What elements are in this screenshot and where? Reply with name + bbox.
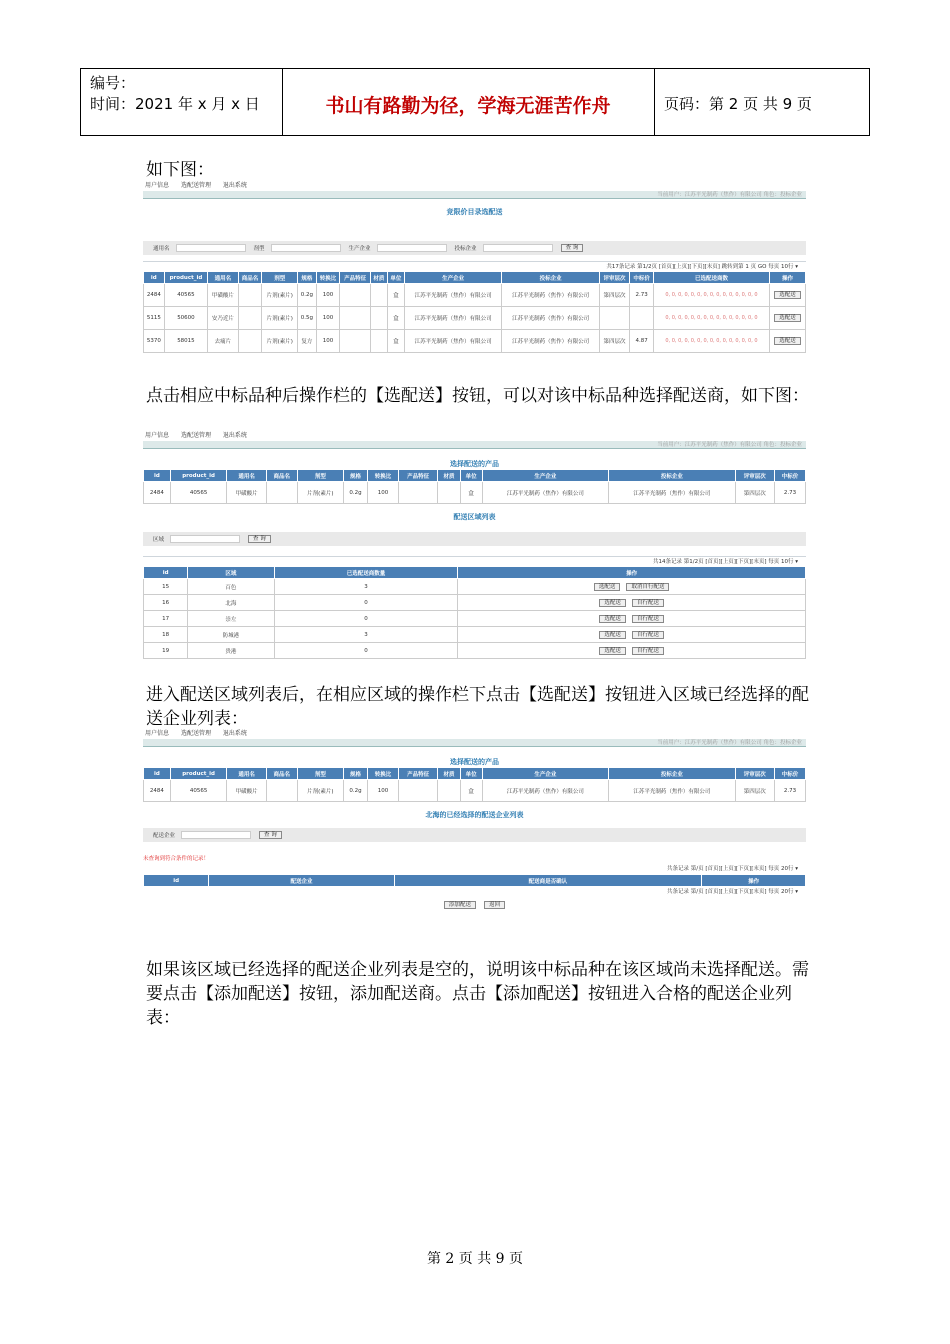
column-header: 转换比 bbox=[316, 272, 340, 284]
table-cell: 江苏平光制药（焦作）有限公司 bbox=[404, 284, 501, 307]
table-cell: 盒 bbox=[460, 482, 482, 504]
screenshot-bid-list bbox=[143, 181, 806, 353]
area-title: 配送区域列表 bbox=[453, 513, 496, 521]
table-cell: 片剂(素片) bbox=[297, 482, 343, 504]
table-cell: 江苏平光制药（焦作）有限公司 bbox=[482, 780, 608, 802]
column-header: 商品名 bbox=[266, 470, 297, 482]
nav-dist-mgmt[interactable]: 选配送管理 bbox=[180, 432, 211, 439]
table-cell: 甲磺酸片 bbox=[208, 284, 238, 307]
paragraph-3: 进入配送区域列表后，在相应区域的操作栏下点击【选配送】按钮进入区域已经选择的配送企业列表： bbox=[146, 685, 809, 729]
column-header: 中标价 bbox=[630, 272, 654, 284]
nav-logout[interactable]: 退出系统 bbox=[222, 730, 247, 737]
current-user-bar: 当前用户：江苏平光制药（焦作）有限公司 角色：投标企业 bbox=[143, 739, 806, 747]
table-row bbox=[144, 627, 806, 643]
table-cell: 2.73 bbox=[630, 284, 654, 307]
column-header: 转换比 bbox=[368, 470, 399, 482]
table-cell: 江苏平光制药（焦作）有限公司 bbox=[609, 780, 735, 802]
table-cell: 江苏平光制药（焦作）有限公司 bbox=[609, 482, 735, 504]
column-header: 评审层次 bbox=[599, 272, 629, 284]
table-cell: 40565 bbox=[170, 482, 226, 504]
table-cell bbox=[266, 482, 297, 504]
table-cell: 去痛片 bbox=[208, 330, 238, 353]
column-header: 生产企业 bbox=[482, 768, 608, 780]
table-cell: 盒 bbox=[460, 780, 482, 802]
paragraph-4: 如果该区域已经选择的配送企业列表是空的，说明该中标品种在该区域尚未选择配送。需要点击【添加配送】按钮，添加配送商。点击【添加配送】按钮进入合格的配送企业列表： bbox=[146, 960, 809, 1028]
table-row bbox=[144, 482, 806, 504]
area-actions bbox=[458, 643, 806, 659]
column-header: 单位 bbox=[460, 470, 482, 482]
current-user-bar: 当前用户：江苏平光制药（焦作）有限公司 角色：投标企业 bbox=[143, 441, 806, 449]
self-dist-button[interactable]: 取消自行配送 bbox=[626, 583, 669, 591]
dist-pager-bottom[interactable]: 共条记录 第/页 [首页][上页][下页][末页] 每页 20行 ▾ bbox=[666, 889, 798, 895]
column-header: 配送商是否确认 bbox=[394, 875, 702, 887]
area-search-label: 区域 bbox=[153, 537, 165, 543]
add-dist-button[interactable]: 添加配送 bbox=[444, 901, 476, 909]
table-cell bbox=[654, 284, 770, 307]
column-header: 通用名 bbox=[227, 470, 267, 482]
table-cell: 100 bbox=[316, 284, 340, 307]
column-header: 中标价 bbox=[775, 470, 806, 482]
select-dist-button[interactable]: 选配送 bbox=[594, 583, 621, 591]
nav-user-info[interactable]: 用户信息 bbox=[145, 730, 170, 737]
nav-dist-mgmt[interactable]: 选配送管理 bbox=[180, 730, 211, 737]
nav-logout[interactable]: 退出系统 bbox=[222, 182, 247, 189]
area-name: 百色 bbox=[188, 579, 274, 595]
pager-top[interactable]: 共17条记录 第1/2页 [首页][上页][下页][末页] 跳转到第 1 页 GO 每页 10行 ▾ bbox=[143, 261, 806, 271]
column-header: 操作 bbox=[458, 567, 806, 579]
column-header: 投标企业 bbox=[609, 470, 735, 482]
area-search-bar bbox=[143, 532, 806, 546]
area-query-button[interactable]: 查 询 bbox=[248, 535, 271, 543]
dist-count-dots: 0, 0, 0, 0, 0, 0, 0, 0, 0, 0, 0, 0, 0, 0, 0 bbox=[665, 337, 758, 344]
table-cell: 江苏平光制药（焦作）有限公司 bbox=[404, 330, 501, 353]
table-row bbox=[144, 780, 806, 802]
table-cell bbox=[238, 307, 262, 330]
area-id: 16 bbox=[144, 595, 188, 611]
table-cell: 江苏平光制药（焦作）有限公司 bbox=[502, 284, 599, 307]
area-name: 北海 bbox=[188, 595, 274, 611]
column-header: product_id bbox=[170, 470, 226, 482]
table-cell: 第四层次 bbox=[735, 780, 775, 802]
nav-user-info[interactable]: 用户信息 bbox=[145, 182, 170, 189]
nav-dist-mgmt[interactable]: 选配送管理 bbox=[180, 182, 211, 189]
table-cell: 片剂(素片) bbox=[262, 307, 298, 330]
area-name: 防城港 bbox=[188, 627, 274, 643]
dist-search-bar bbox=[143, 828, 806, 842]
table-cell: 40565 bbox=[164, 284, 208, 307]
select-dist-button[interactable]: 选配送 bbox=[774, 291, 801, 299]
product-table bbox=[143, 469, 806, 504]
table-cell: 江苏平光制药（焦作）有限公司 bbox=[482, 482, 608, 504]
table-cell bbox=[370, 330, 387, 353]
select-dist-button[interactable]: 选配送 bbox=[599, 599, 626, 607]
nav-logout[interactable]: 退出系统 bbox=[222, 432, 247, 439]
table-cell bbox=[370, 284, 387, 307]
column-header: product_id bbox=[164, 272, 208, 284]
product-table bbox=[143, 767, 806, 802]
header-page-label: 页码：第 2 页 共 9 页 bbox=[664, 95, 812, 113]
table-cell: 0.2g bbox=[298, 284, 317, 307]
column-header: 规格 bbox=[298, 272, 317, 284]
column-header: id bbox=[144, 875, 209, 887]
select-dist-button[interactable]: 选配送 bbox=[774, 337, 801, 345]
area-actions bbox=[458, 579, 806, 595]
section-title: 竞限价目录选配送 bbox=[446, 208, 503, 216]
name-input[interactable] bbox=[176, 244, 246, 252]
area-input[interactable] bbox=[170, 535, 240, 543]
nav-user-info[interactable]: 用户信息 bbox=[145, 432, 170, 439]
table-cell: 片剂(素片) bbox=[262, 330, 298, 353]
type-input[interactable] bbox=[271, 244, 341, 252]
area-dist-count: 0 bbox=[274, 643, 458, 659]
table-cell: 第四层次 bbox=[599, 330, 629, 353]
top-nav bbox=[143, 729, 806, 739]
table-cell bbox=[370, 307, 387, 330]
paragraph-2: 点击相应中标品种后操作栏的【选配送】按钮，可以对该中标品种选择配送商，如下图： bbox=[146, 386, 809, 406]
table-cell bbox=[340, 307, 370, 330]
search-label-type: 剂型 bbox=[253, 246, 265, 252]
column-header: 通用名 bbox=[227, 768, 267, 780]
product-title: 选择配送的产品 bbox=[450, 460, 499, 468]
select-dist-button[interactable]: 选配送 bbox=[774, 314, 801, 322]
table-cell: 0.5g bbox=[298, 307, 317, 330]
column-header: id bbox=[144, 272, 165, 284]
column-header: 材质 bbox=[438, 470, 460, 482]
table-cell: 2484 bbox=[144, 284, 165, 307]
column-header: 商品名 bbox=[266, 768, 297, 780]
back-button[interactable]: 返回 bbox=[484, 901, 505, 909]
column-header: 剂型 bbox=[297, 768, 343, 780]
dist-search-label: 配送企业 bbox=[153, 833, 176, 839]
area-actions bbox=[458, 611, 806, 627]
table-cell: 盒 bbox=[387, 284, 404, 307]
area-id: 15 bbox=[144, 579, 188, 595]
column-header: 区域 bbox=[188, 567, 274, 579]
table-cell bbox=[769, 330, 805, 353]
column-header: id bbox=[144, 768, 171, 780]
dist-count-dots: 0, 0, 0, 0, 0, 0, 0, 0, 0, 0, 0, 0, 0, 0, 0 bbox=[665, 314, 758, 321]
table-cell: 40565 bbox=[170, 780, 226, 802]
table-cell: 盒 bbox=[387, 307, 404, 330]
table-row bbox=[144, 307, 806, 330]
screenshot-selected-dist bbox=[143, 729, 806, 909]
table-cell: 50600 bbox=[164, 307, 208, 330]
area-dist-count: 0 bbox=[274, 595, 458, 611]
table-cell: 甲磺酸片 bbox=[227, 780, 267, 802]
column-header: 规格 bbox=[343, 768, 367, 780]
column-header: id bbox=[144, 567, 188, 579]
search-label-maker: 生产企业 bbox=[348, 246, 371, 252]
table-cell: 100 bbox=[368, 780, 399, 802]
area-id: 19 bbox=[144, 643, 188, 659]
column-header: 已选配送商数量 bbox=[274, 567, 458, 579]
table-cell: 安乃近片 bbox=[208, 307, 238, 330]
table-row bbox=[144, 643, 806, 659]
area-name: 贵港 bbox=[188, 643, 274, 659]
self-dist-button[interactable]: 自行配送 bbox=[632, 647, 664, 655]
number-label: 编号： bbox=[90, 74, 136, 92]
dist-count-dots: 0, 0, 0, 0, 0, 0, 0, 0, 0, 0, 0, 0, 0, 0, 0 bbox=[665, 291, 758, 298]
table-cell: 复方 bbox=[298, 330, 317, 353]
self-dist-button[interactable]: 自行配送 bbox=[632, 631, 664, 639]
column-header: 生产企业 bbox=[404, 272, 501, 284]
bidder-input[interactable] bbox=[483, 244, 553, 252]
self-dist-button[interactable]: 自行配送 bbox=[632, 599, 664, 607]
area-table bbox=[143, 566, 806, 659]
table-cell: 2484 bbox=[144, 482, 171, 504]
column-header: 材质 bbox=[438, 768, 460, 780]
column-header: 评审层次 bbox=[735, 470, 775, 482]
table-cell: 5370 bbox=[144, 330, 165, 353]
table-cell bbox=[654, 307, 770, 330]
table-cell: 片剂(素片) bbox=[262, 284, 298, 307]
search-bar bbox=[143, 241, 806, 255]
table-cell: 5115 bbox=[144, 307, 165, 330]
column-header: 转换比 bbox=[368, 768, 399, 780]
column-header: 操作 bbox=[769, 272, 805, 284]
header-motto: 书山有路勤为径，学海无涯苦作舟 bbox=[325, 95, 611, 117]
table-cell: 100 bbox=[316, 330, 340, 353]
column-header: 投标企业 bbox=[609, 768, 735, 780]
paragraph-1: 如下图： bbox=[146, 160, 214, 180]
table-row bbox=[144, 284, 806, 307]
table-cell bbox=[769, 307, 805, 330]
search-label-bidder: 投标企业 bbox=[454, 246, 477, 252]
dist-table bbox=[143, 874, 806, 887]
table-cell: 0.2g bbox=[343, 482, 367, 504]
table-cell: 4.87 bbox=[630, 330, 654, 353]
area-actions bbox=[458, 595, 806, 611]
area-actions bbox=[458, 627, 806, 643]
table-cell bbox=[398, 780, 438, 802]
top-nav bbox=[143, 181, 806, 191]
table-cell bbox=[599, 307, 629, 330]
table-cell: 100 bbox=[316, 307, 340, 330]
current-user-bar: 当前用户：江苏平光制药（焦作）有限公司 角色：投标企业 bbox=[143, 191, 806, 199]
product-title: 选择配送的产品 bbox=[450, 758, 499, 766]
column-header: 商品名 bbox=[238, 272, 262, 284]
column-header: 已选配送商数 bbox=[654, 272, 770, 284]
column-header: 产品特征 bbox=[398, 470, 438, 482]
table-cell bbox=[340, 284, 370, 307]
screenshot-area-list bbox=[143, 431, 806, 659]
table-row bbox=[144, 611, 806, 627]
column-header: 单位 bbox=[460, 768, 482, 780]
header-meta bbox=[90, 73, 260, 115]
self-dist-button[interactable]: 自行配送 bbox=[632, 615, 664, 623]
table-cell bbox=[398, 482, 438, 504]
column-header: 通用名 bbox=[208, 272, 238, 284]
table-cell: 盒 bbox=[387, 330, 404, 353]
table-cell bbox=[266, 780, 297, 802]
selected-list-title: 北海的已经选择的配送企业列表 bbox=[425, 811, 524, 819]
empty-message: 未查询到符合条件的记录！ bbox=[143, 856, 210, 862]
table-cell bbox=[630, 307, 654, 330]
column-header: 生产企业 bbox=[482, 470, 608, 482]
column-header: 中标价 bbox=[775, 768, 806, 780]
page-footer: 第 2 页 共 9 页 bbox=[426, 1251, 524, 1267]
column-header: 操作 bbox=[702, 875, 806, 887]
top-nav bbox=[143, 431, 806, 441]
select-dist-button[interactable]: 选配送 bbox=[599, 631, 626, 639]
column-header: 产品特征 bbox=[340, 272, 370, 284]
time-label: 时间：2021 年 x 月 x 日 bbox=[90, 95, 260, 113]
table-cell: 江苏平光制药（焦作）有限公司 bbox=[404, 307, 501, 330]
table-cell bbox=[769, 284, 805, 307]
area-dist-count: 3 bbox=[274, 579, 458, 595]
search-label-name: 通用名 bbox=[153, 246, 170, 252]
table-cell: 2.73 bbox=[775, 780, 806, 802]
column-header: 单位 bbox=[387, 272, 404, 284]
bid-table bbox=[143, 271, 806, 353]
table-cell bbox=[238, 330, 262, 353]
table-cell: 第四层次 bbox=[735, 482, 775, 504]
column-header: product_id bbox=[170, 768, 226, 780]
dist-pager-top[interactable]: 共条记录 第/页 [首页][上页][下页][末页] 每页 20行 ▾ bbox=[666, 866, 798, 872]
table-cell: 江苏平光制药（焦作）有限公司 bbox=[502, 307, 599, 330]
table-row bbox=[144, 595, 806, 611]
page-header bbox=[80, 68, 870, 136]
area-id: 17 bbox=[144, 611, 188, 627]
table-row bbox=[144, 330, 806, 353]
area-dist-count: 3 bbox=[274, 627, 458, 643]
column-header: 产品特征 bbox=[398, 768, 438, 780]
column-header: 规格 bbox=[343, 470, 367, 482]
table-cell: 2484 bbox=[144, 780, 171, 802]
table-row bbox=[144, 579, 806, 595]
table-cell: 片剂(素片) bbox=[297, 780, 343, 802]
area-dist-count: 0 bbox=[274, 611, 458, 627]
table-cell: 甲磺酸片 bbox=[227, 482, 267, 504]
column-header: id bbox=[144, 470, 171, 482]
maker-input[interactable] bbox=[377, 244, 447, 252]
table-cell: 2.73 bbox=[775, 482, 806, 504]
table-cell: 58015 bbox=[164, 330, 208, 353]
dist-input[interactable] bbox=[181, 831, 251, 839]
table-cell bbox=[340, 330, 370, 353]
area-pager[interactable]: 共14条记录 第1/2页 [首页][上页][下页][末页] 每页 10行 ▾ bbox=[143, 556, 806, 566]
area-name: 崇左 bbox=[188, 611, 274, 627]
column-header: 剂型 bbox=[262, 272, 298, 284]
table-cell bbox=[654, 330, 770, 353]
table-cell: 100 bbox=[368, 482, 399, 504]
column-header: 配送企业 bbox=[209, 875, 394, 887]
area-id: 18 bbox=[144, 627, 188, 643]
column-header: 材质 bbox=[370, 272, 387, 284]
table-cell: 江苏平光制药（焦作）有限公司 bbox=[502, 330, 599, 353]
table-cell: 第四层次 bbox=[599, 284, 629, 307]
query-button[interactable]: 查 询 bbox=[561, 244, 584, 252]
action-row bbox=[143, 901, 806, 909]
table-cell bbox=[238, 284, 262, 307]
dist-query-button[interactable]: 查 询 bbox=[259, 831, 282, 839]
table-cell bbox=[438, 780, 460, 802]
column-header: 投标企业 bbox=[502, 272, 599, 284]
column-header: 剂型 bbox=[297, 470, 343, 482]
select-dist-button[interactable]: 选配送 bbox=[599, 615, 626, 623]
column-header: 评审层次 bbox=[735, 768, 775, 780]
table-cell bbox=[438, 482, 460, 504]
select-dist-button[interactable]: 选配送 bbox=[599, 647, 626, 655]
table-cell: 0.2g bbox=[343, 780, 367, 802]
